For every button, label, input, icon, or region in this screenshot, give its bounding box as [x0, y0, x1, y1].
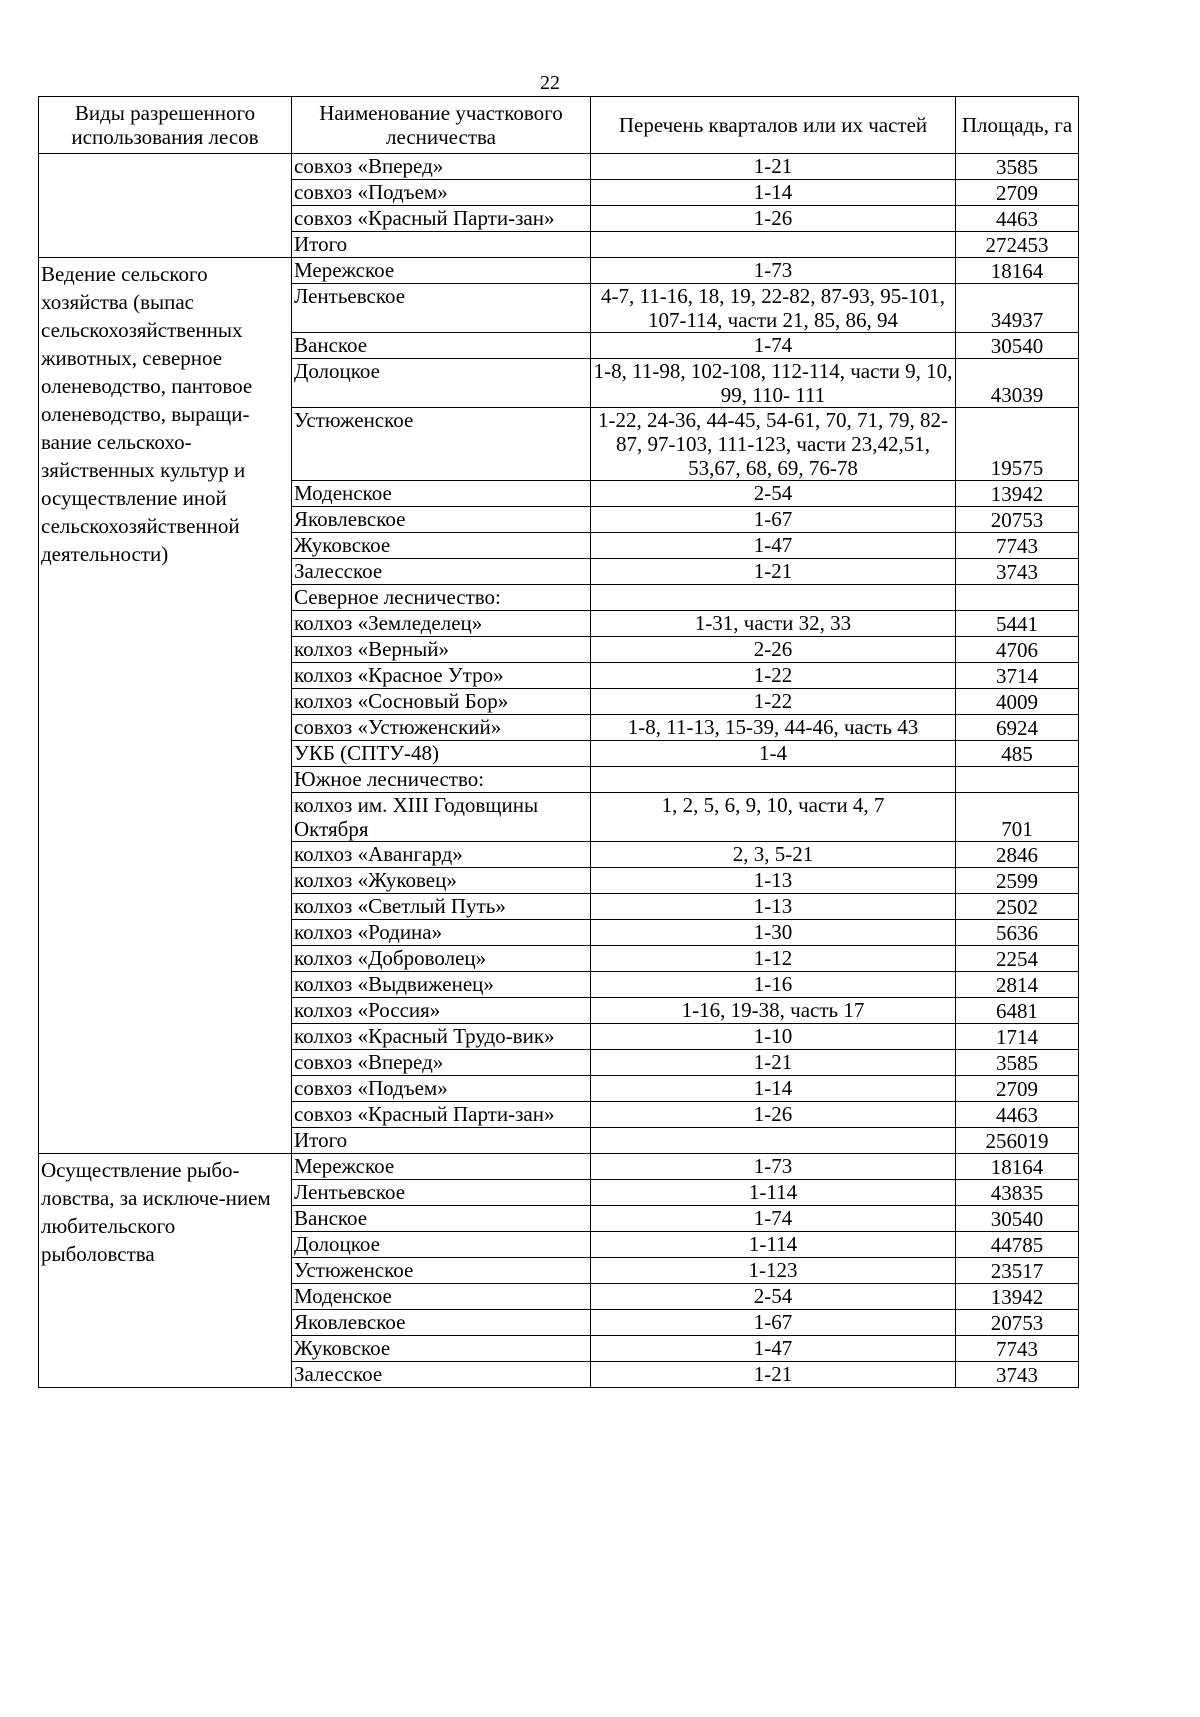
quarters-cell: 1-73 [591, 258, 956, 284]
quarters-cell: 1-31, части 32, 33 [591, 611, 956, 637]
area-cell: 4009 [956, 689, 1079, 715]
area-cell: 20753 [956, 507, 1079, 533]
quarters-cell: 1-74 [591, 1206, 956, 1232]
area-cell: 3743 [956, 1362, 1079, 1388]
quarters-cell: 4-7, 11-16, 18, 19, 22-82, 87-93, 95-101, 107-114, части 21, 85, 86, 94 [591, 284, 956, 333]
area-cell: 256019 [956, 1128, 1079, 1154]
forest-use-table [38, 96, 1079, 1388]
area-cell: 18164 [956, 258, 1079, 284]
quarters-cell: 1-123 [591, 1258, 956, 1284]
forestry-name-cell: Лентьевское [292, 1180, 591, 1206]
quarters-cell [591, 585, 956, 611]
forestry-name-cell: колхоз «Доброволец» [292, 946, 591, 972]
forestry-name-cell: колхоз «Светлый Путь» [292, 894, 591, 920]
area-cell: 3585 [956, 154, 1079, 180]
quarters-cell: 1-22, 24-36, 44-45, 54-61, 70, 71, 79, 82-87, 97-103, 111-123, части 23,42,51, 53,67, 68, 69, 76-78 [591, 408, 956, 481]
forestry-name-cell: Ванское [292, 1206, 591, 1232]
quarters-cell [591, 767, 956, 793]
area-cell: 5441 [956, 611, 1079, 637]
forestry-name-cell: колхоз «Авангард» [292, 842, 591, 868]
area-cell: 13942 [956, 1284, 1079, 1310]
forestry-name-cell: Итого [292, 1128, 591, 1154]
forestry-name-cell: Залесское [292, 1362, 591, 1388]
area-cell: 3585 [956, 1050, 1079, 1076]
table-body [39, 154, 1079, 1388]
quarters-cell: 1-26 [591, 206, 956, 232]
quarters-cell [591, 232, 956, 258]
forestry-name-cell: Северное лесничество: [292, 585, 591, 611]
forestry-name-cell: совхоз «Подъем» [292, 1076, 591, 1102]
forestry-name-cell: Долоцкое [292, 1232, 591, 1258]
quarters-cell: 1-114 [591, 1232, 956, 1258]
quarters-cell: 1-114 [591, 1180, 956, 1206]
quarters-cell: 1-13 [591, 894, 956, 920]
area-cell: 30540 [956, 1206, 1079, 1232]
area-cell: 19575 [956, 408, 1079, 481]
forestry-name-cell: совхоз «Красный Парти-зан» [292, 1102, 591, 1128]
forestry-name-cell: Мережское [292, 258, 591, 284]
forestry-name-cell: Яковлевское [292, 507, 591, 533]
area-cell [956, 585, 1079, 611]
quarters-cell: 2, 3, 5-21 [591, 842, 956, 868]
area-cell: 3714 [956, 663, 1079, 689]
forestry-name-cell: УКБ (СПТУ-48) [292, 741, 591, 767]
quarters-cell: 1-13 [591, 868, 956, 894]
quarters-cell: 1-30 [591, 920, 956, 946]
page-number: 22 [540, 72, 560, 94]
area-cell: 2599 [956, 868, 1079, 894]
area-cell: 4463 [956, 1102, 1079, 1128]
quarters-cell: 1-21 [591, 1362, 956, 1388]
quarters-cell: 1-22 [591, 663, 956, 689]
forestry-name-cell: колхоз «Родина» [292, 920, 591, 946]
area-cell: 23517 [956, 1258, 1079, 1284]
area-cell: 2709 [956, 180, 1079, 206]
quarters-cell: 1-8, 11-98, 102-108, 112-114, части 9, 10, 99, 110- 111 [591, 359, 956, 408]
forestry-name-cell: колхоз «Красный Трудо-вик» [292, 1024, 591, 1050]
forestry-name-cell: Итого [292, 232, 591, 258]
forestry-name-cell: совхоз «Красный Парти-зан» [292, 206, 591, 232]
area-cell: 6481 [956, 998, 1079, 1024]
quarters-cell: 1-14 [591, 1076, 956, 1102]
quarters-cell: 1-10 [591, 1024, 956, 1050]
header-area: Площадь, га [956, 97, 1079, 154]
forestry-name-cell: колхоз «Россия» [292, 998, 591, 1024]
area-cell: 5636 [956, 920, 1079, 946]
use-type-cell [39, 154, 292, 258]
area-cell: 2254 [956, 946, 1079, 972]
quarters-cell: 1-14 [591, 180, 956, 206]
area-cell: 7743 [956, 1336, 1079, 1362]
use-type-cell: Осуществление рыбо-ловства, за исключе-нием любительского рыболовства [39, 1154, 292, 1388]
table-header-row [39, 97, 1079, 154]
forestry-name-cell: Жуковское [292, 1336, 591, 1362]
area-cell [956, 767, 1079, 793]
forestry-name-cell: Мережское [292, 1154, 591, 1180]
area-cell: 2814 [956, 972, 1079, 998]
forestry-name-cell: колхоз «Красное Утро» [292, 663, 591, 689]
area-cell: 20753 [956, 1310, 1079, 1336]
area-cell: 2846 [956, 842, 1079, 868]
area-cell: 6924 [956, 715, 1079, 741]
quarters-cell: 1-21 [591, 1050, 956, 1076]
forestry-name-cell: Долоцкое [292, 359, 591, 408]
use-type-cell: Ведение сельского хозяйства (выпас сельскохозяйственных животных, северное оленеводство, пантовое оленеводство, выращи-вание сельскохо-зяйственных культур и осуществление иной сельскохозяйственной деятельности) [39, 258, 292, 1154]
quarters-cell: 1-73 [591, 1154, 956, 1180]
quarters-cell: 1-16 [591, 972, 956, 998]
quarters-cell: 1, 2, 5, 6, 9, 10, части 4, 7 [591, 793, 956, 842]
header-quarters: Перечень кварталов или их частей [591, 97, 956, 154]
forestry-name-cell: колхоз «Выдвиженец» [292, 972, 591, 998]
forestry-name-cell: совхоз «Вперед» [292, 1050, 591, 1076]
forestry-name-cell: Устюженское [292, 1258, 591, 1284]
forestry-name-cell: Жуковское [292, 533, 591, 559]
quarters-cell: 2-54 [591, 1284, 956, 1310]
quarters-cell: 1-21 [591, 154, 956, 180]
area-cell: 44785 [956, 1232, 1079, 1258]
area-cell: 43039 [956, 359, 1079, 408]
forestry-name-cell: совхоз «Вперед» [292, 154, 591, 180]
area-cell: 13942 [956, 481, 1079, 507]
quarters-cell: 1-26 [591, 1102, 956, 1128]
forestry-name-cell: колхоз «Сосновый Бор» [292, 689, 591, 715]
forestry-name-cell: колхоз им. XIII Годовщины Октября [292, 793, 591, 842]
area-cell: 2502 [956, 894, 1079, 920]
forestry-name-cell: колхоз «Верный» [292, 637, 591, 663]
area-cell: 701 [956, 793, 1079, 842]
quarters-cell: 1-47 [591, 533, 956, 559]
table-row [39, 154, 1079, 180]
area-cell: 30540 [956, 333, 1079, 359]
header-use-type: Виды разрешенного использования лесов [39, 97, 292, 154]
quarters-cell: 1-16, 19-38, часть 17 [591, 998, 956, 1024]
forestry-name-cell: Моденское [292, 481, 591, 507]
area-cell: 1714 [956, 1024, 1079, 1050]
area-cell: 3743 [956, 559, 1079, 585]
header-forestry: Наименование участкового лесничества [292, 97, 591, 154]
quarters-cell: 1-12 [591, 946, 956, 972]
forestry-name-cell: колхоз «Земледелец» [292, 611, 591, 637]
quarters-cell: 1-21 [591, 559, 956, 585]
quarters-cell: 1-8, 11-13, 15-39, 44-46, часть 43 [591, 715, 956, 741]
quarters-cell: 2-54 [591, 481, 956, 507]
quarters-cell: 1-67 [591, 507, 956, 533]
table-row [39, 258, 1079, 284]
area-cell: 2709 [956, 1076, 1079, 1102]
forestry-name-cell: Ванское [292, 333, 591, 359]
table-row [39, 1154, 1079, 1180]
quarters-cell: 2-26 [591, 637, 956, 663]
quarters-cell: 1-22 [591, 689, 956, 715]
forestry-name-cell: Залесское [292, 559, 591, 585]
forestry-name-cell: Моденское [292, 1284, 591, 1310]
forestry-name-cell: Яковлевское [292, 1310, 591, 1336]
area-cell: 4706 [956, 637, 1079, 663]
quarters-cell [591, 1128, 956, 1154]
forestry-name-cell: колхоз «Жуковец» [292, 868, 591, 894]
forestry-name-cell: Южное лесничество: [292, 767, 591, 793]
forestry-name-cell: совхоз «Подъем» [292, 180, 591, 206]
forestry-name-cell: Лентьевское [292, 284, 591, 333]
area-cell: 4463 [956, 206, 1079, 232]
quarters-cell: 1-67 [591, 1310, 956, 1336]
area-cell: 43835 [956, 1180, 1079, 1206]
area-cell: 18164 [956, 1154, 1079, 1180]
forestry-name-cell: совхоз «Устюженский» [292, 715, 591, 741]
area-cell: 485 [956, 741, 1079, 767]
forestry-name-cell: Устюженское [292, 408, 591, 481]
area-cell: 7743 [956, 533, 1079, 559]
area-cell: 272453 [956, 232, 1079, 258]
quarters-cell: 1-47 [591, 1336, 956, 1362]
area-cell: 34937 [956, 284, 1079, 333]
quarters-cell: 1-4 [591, 741, 956, 767]
quarters-cell: 1-74 [591, 333, 956, 359]
